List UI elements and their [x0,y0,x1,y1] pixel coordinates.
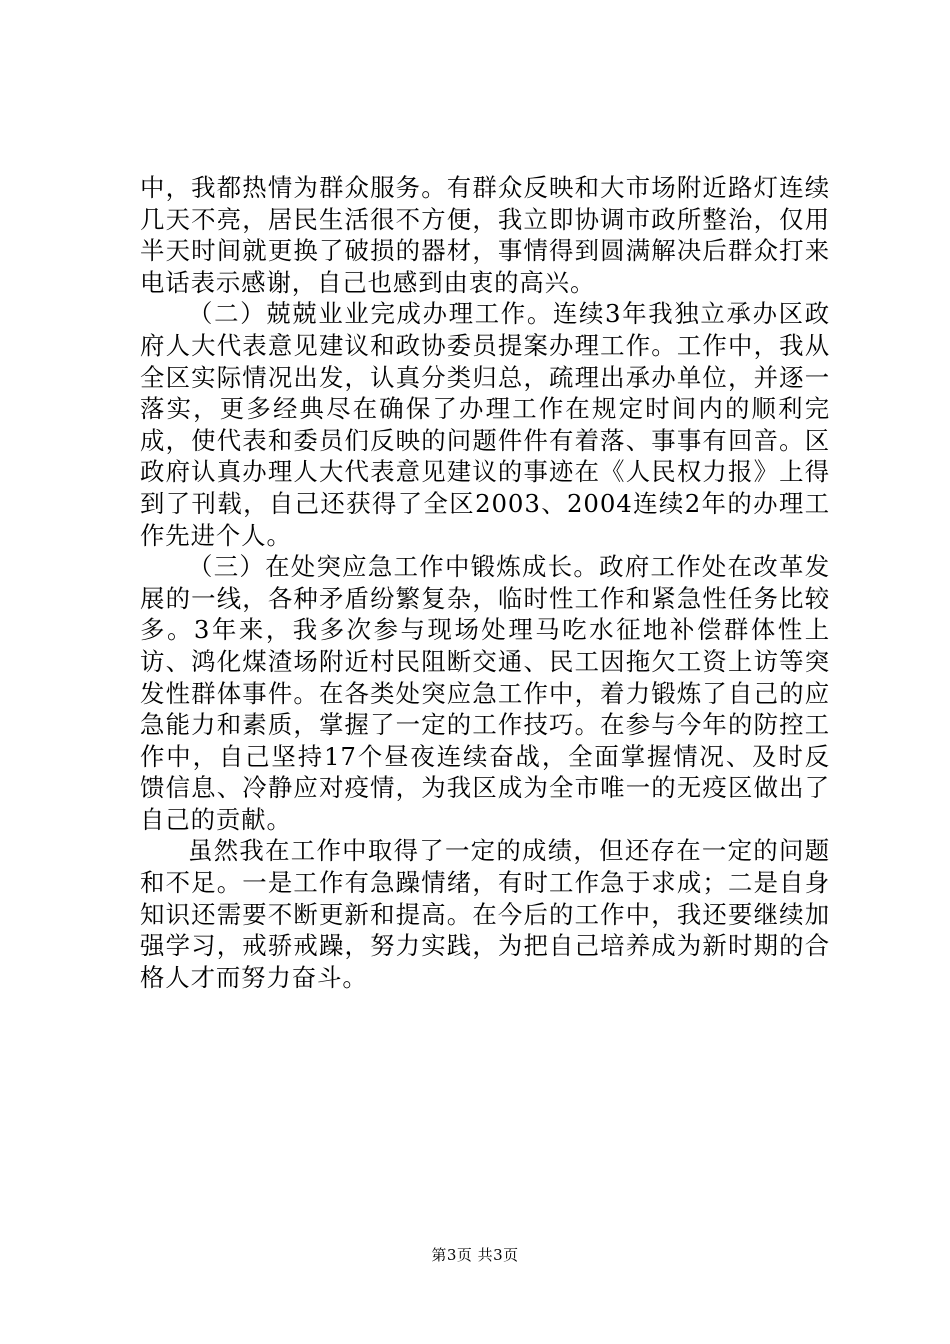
paragraph-handling-work: （二）兢兢业业完成办理工作。连续3年我独立承办区政府人大代表意见建议和政协委员提案办理工作。工作中，我从全区实际情况出发，认真分类归总，疏理出承办单位，并逐一落实，更多经典尽在确保了办理工作在规定时间内的顺利完成，使代表和委员们反映的问题件件有着落、事事有回音。区政府认真办理人大代表意见建议的事迹在《人民权力报》上得到了刊载，自己还获得了全区2003、2004连续2年的办理工作先进个人。 [140,299,830,550]
paragraph-shortcomings: 虽然我在工作中取得了一定的成绩，但还存在一定的问题和不足。一是工作有急躁情绪，有时工作急于求成；二是自身知识还需要不断更新和提高。在今后的工作中，我还要继续加强学习，戒骄戒躁，努力实践，为把自己培养成为新时期的合格人才而努力奋斗。 [140,836,830,992]
paragraph-continuation: 中，我都热情为群众服务。有群众反映和大市场附近路灯连续几天不亮，居民生活很不方便，我立即协调市政所整治，仅用半天时间就更换了破损的器材，事情得到圆满解决后群众打来电话表示感谢，自己也感到由衷的高兴。 [140,173,830,297]
document-body [140,172,830,993]
page-footer: 第3页 共3页 [431,1246,519,1264]
paragraph-emergency-work: （三）在处突应急工作中锻炼成长。政府工作处在改革发展的一线，各种矛盾纷繁复杂，临时性工作和紧急性任务比较多。3年来，我多次参与现场处理马吃水征地补偿群体性上访、鸿化煤渣场附近村民阻断交通、民工因拖欠工资上访等突发性群体事件。在各类处突应急工作中，着力锻炼了自己的应急能力和素质，掌握了一定的工作技巧。在参与今年的防控工作中，自己坚持17个昼夜连续奋战，全面掌握情况、及时反馈信息、冷静应对疫情，为我区成为全市唯一的无疫区做出了自己的贡献。 [140,552,830,834]
